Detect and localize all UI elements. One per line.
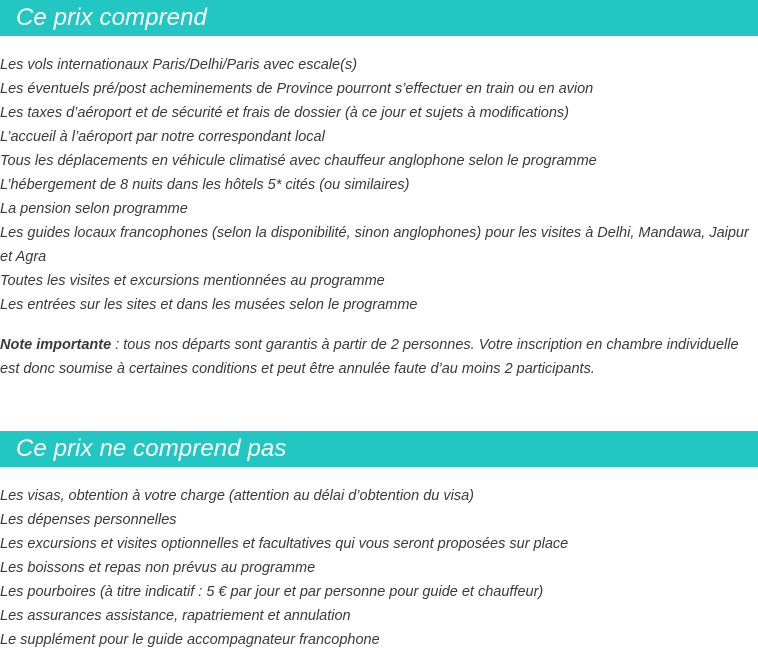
important-note — [0, 333, 752, 381]
list-item: Tous les déplacements en véhicule climatisé avec chauffeur anglophone selon le programme — [0, 153, 597, 169]
list-item: Les assurances assistance, rapatriement et annulation — [0, 608, 351, 624]
list-item: Les guides locaux francophones (selon la disponibilité, sinon anglophones) pour les visites à Delhi, Mandawa, Jaipur et Agra — [0, 225, 749, 265]
excludes-section-header — [0, 431, 758, 467]
list-item: Les dépenses personnelles — [0, 512, 177, 528]
list-item: Les vols internationaux Paris/Delhi/Paris avec escale(s) — [0, 57, 358, 73]
note-label: Note importante — [0, 337, 112, 353]
list-item: Toutes les visites et excursions mentionnées au programme — [0, 273, 385, 289]
note-text: : tous nos départs sont garantis à partir de 2 personnes. Votre inscription en chambre individuelle est donc soumise à certaines conditions et peut être annulée faute d’au moins 2 participants. — [0, 337, 739, 377]
list-item: Les excursions et visites optionnelles et facultatives qui vous seront proposées sur place — [0, 536, 569, 552]
includes-title: Ce prix comprend — [16, 4, 208, 31]
list-item: Les éventuels pré/post acheminements de Province pourront s’effectuer en train ou en avion — [0, 81, 594, 97]
list-item: L’accueil à l’aéroport par notre correspondant local — [0, 129, 325, 145]
list-item: Les visas, obtention à votre charge (attention au délai d’obtention du visa) — [0, 488, 474, 504]
list-item: Les taxes d’aéroport et de sécurité et frais de dossier (à ce jour et sujets à modifications) — [0, 105, 570, 121]
list-item: L’hébergement de 8 nuits dans les hôtels 5* cités (ou similaires) — [0, 177, 410, 193]
list-item: Le supplément pour le guide accompagnateur francophone — [0, 632, 380, 648]
includes-section-header — [0, 0, 758, 36]
list-item: Les pourboires (à titre indicatif : 5 € par jour et par personne pour guide et chauffeur) — [0, 584, 544, 600]
list-item: Les boissons et repas non prévus au programme — [0, 560, 316, 576]
excludes-list — [0, 484, 750, 652]
excludes-title: Ce prix ne comprend pas — [16, 435, 287, 462]
list-item: Les entrées sur les sites et dans les musées selon le programme — [0, 297, 418, 313]
includes-list — [0, 53, 750, 317]
list-item: La pension selon programme — [0, 201, 188, 217]
